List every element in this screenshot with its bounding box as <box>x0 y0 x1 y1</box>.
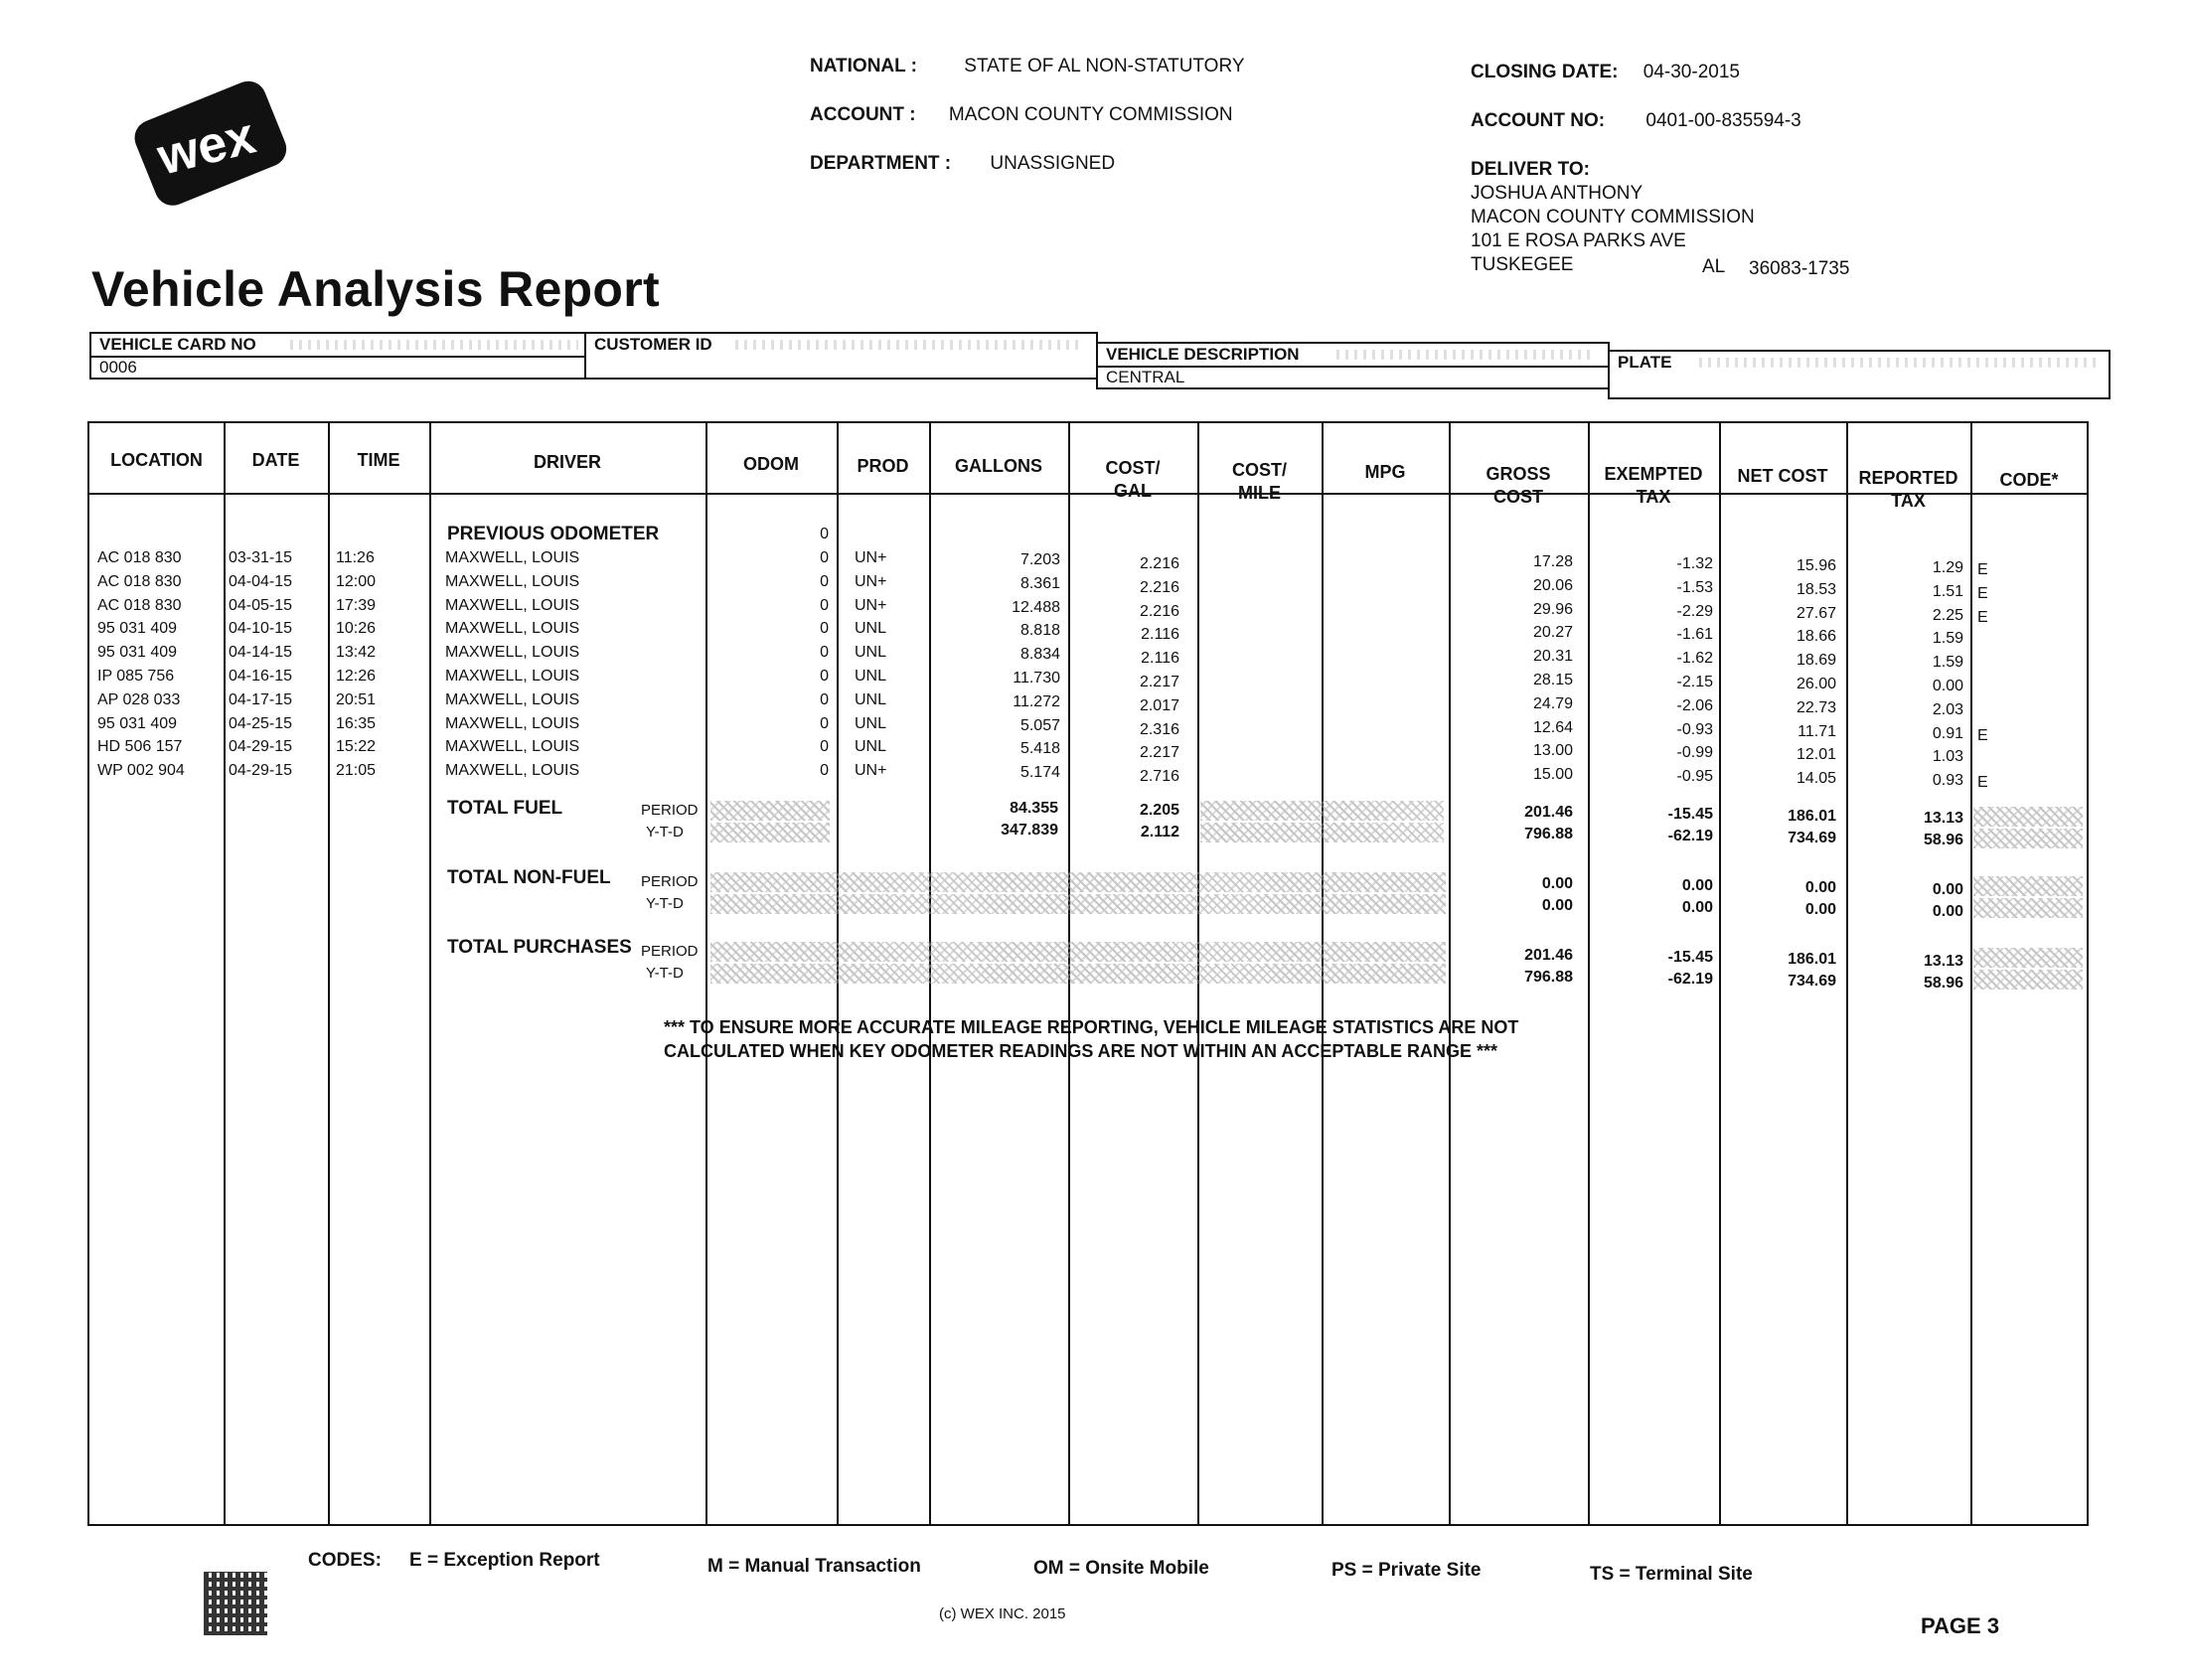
wex-logo <box>127 79 291 209</box>
tx-gross: 12.64 <box>1532 718 1573 736</box>
tx-exempt: -2.15 <box>1676 674 1713 690</box>
tx-exempt: -1.53 <box>1676 578 1713 596</box>
total-fuel-period-gross: 201.46 <box>1524 804 1573 821</box>
tx-exempt: -1.62 <box>1676 650 1713 668</box>
customer-id-cell <box>584 332 1098 380</box>
vehicle-description-value: CENTRAL <box>1098 366 1608 387</box>
previous-odometer-label: PREVIOUS ODOMETER <box>447 524 660 544</box>
total-purchases-period-gross: 201.46 <box>1524 947 1573 964</box>
tx-odom: 0 <box>820 668 829 685</box>
code-ps: PS = Private Site <box>1331 1560 1482 1581</box>
closing-date-value: 04-30-2015 <box>1642 62 1740 82</box>
tx-cost-gal: 2.116 <box>1141 650 1179 668</box>
tx-driver: MAXWELL, LOUIS <box>445 620 580 638</box>
tx-code <box>1977 629 2017 653</box>
tx-time: 12:26 <box>336 668 377 685</box>
tx-net: 22.73 <box>1796 698 1836 716</box>
vehicle-card-cell <box>89 332 586 380</box>
tx-code <box>1977 700 2017 724</box>
total-nonfuel-ytd-exempt: 0.00 <box>1681 899 1713 916</box>
vehicle-card-value: 0006 <box>91 356 584 378</box>
tx-net: 12.01 <box>1796 746 1836 764</box>
col-odom: ODOM <box>743 454 799 474</box>
total-fuel-period-gallons: 84.355 <box>1010 800 1058 817</box>
tx-odom: 0 <box>820 549 829 566</box>
total-fuel-ytd-net: 734.69 <box>1788 830 1836 846</box>
tx-reported: 0.93 <box>1932 772 1963 790</box>
tx-cost-gal: 2.216 <box>1139 578 1179 596</box>
col-code: CODE* <box>1999 470 2059 490</box>
total-nonfuel-ytd-gross: 0.00 <box>1541 897 1573 914</box>
tx-location: WP 002 904 <box>97 762 185 780</box>
previous-odometer-value: 0 <box>820 526 829 542</box>
tx-cost-gal: 2.316 <box>1139 720 1179 738</box>
total-nonfuel-label: TOTAL NON-FUEL <box>447 867 611 888</box>
col-gross-line1: GROSS <box>1485 464 1551 484</box>
tx-driver: MAXWELL, LOUIS <box>445 762 580 780</box>
tx-prod: UNL <box>855 644 887 662</box>
total-purchases-ytd-reported: 58.96 <box>1923 975 1963 992</box>
tx-net: 18.69 <box>1796 652 1836 670</box>
total-purchases-period-reported: 13.13 <box>1923 953 1963 970</box>
tx-date: 03-31-15 <box>229 549 293 566</box>
code-m: M = Manual Transaction <box>707 1556 921 1577</box>
col-gallons: GALLONS <box>955 456 1042 476</box>
tx-prod: UNL <box>855 690 887 708</box>
tx-time: 12:00 <box>336 572 377 590</box>
tx-date: 04-29-15 <box>229 738 293 756</box>
total-fuel-label: TOTAL FUEL <box>447 798 563 819</box>
tx-cost-gal: 2.217 <box>1139 744 1179 762</box>
transactions-table <box>87 421 2089 1526</box>
total-purchases-ytd-label: Y-T-D <box>646 965 684 982</box>
codes-label: CODES: <box>308 1550 382 1571</box>
tx-location: IP 085 756 <box>97 668 175 685</box>
total-purchases-period-exempt: -15.45 <box>1667 949 1713 966</box>
total-fuel-period-label: PERIOD <box>641 802 699 819</box>
tx-driver: MAXWELL, LOUIS <box>445 714 580 732</box>
tx-driver: MAXWELL, LOUIS <box>445 549 580 566</box>
col-mpg: MPG <box>1364 462 1406 482</box>
tx-code: E <box>1977 608 1988 626</box>
tx-reported: 1.51 <box>1932 582 1963 600</box>
col-cost-gal <box>1068 457 1197 503</box>
tx-exempt: -2.29 <box>1676 602 1713 620</box>
col-cost-mile <box>1197 459 1322 505</box>
tx-reported: 0.91 <box>1932 724 1963 742</box>
tx-reported: 1.29 <box>1932 559 1963 576</box>
tx-net: 26.00 <box>1796 676 1836 692</box>
tx-location: HD 506 157 <box>97 738 183 756</box>
tx-driver: MAXWELL, LOUIS <box>445 572 580 590</box>
account-no-field <box>1471 110 1801 132</box>
tx-date: 04-29-15 <box>229 762 293 780</box>
vehicle-info-strip <box>89 328 2107 399</box>
plate-label: PLATE <box>1618 353 1672 372</box>
tx-gallons: 8.834 <box>1019 646 1060 664</box>
national-label: NATIONAL : <box>810 56 918 76</box>
total-nonfuel-period-reported: 0.00 <box>1932 881 1963 898</box>
tx-date: 04-04-15 <box>229 572 293 590</box>
tx-location: 95 031 409 <box>97 620 178 638</box>
tx-code <box>1977 677 2017 700</box>
tx-location: 95 031 409 <box>97 644 178 662</box>
tx-reported: 2.03 <box>1932 700 1963 718</box>
tx-time: 21:05 <box>336 762 377 780</box>
tx-prod: UN+ <box>855 762 887 780</box>
tx-code <box>1977 747 2017 771</box>
total-nonfuel-period-gross: 0.00 <box>1541 875 1573 892</box>
department-field <box>810 153 1115 175</box>
tx-prod: UNL <box>855 714 887 732</box>
total-purchases-period-label: PERIOD <box>641 943 699 960</box>
col-exempt-line2: TAX <box>1636 487 1671 507</box>
col-date: DATE <box>251 450 300 470</box>
tx-driver: MAXWELL, LOUIS <box>445 738 580 756</box>
total-nonfuel-period-net: 0.00 <box>1804 879 1836 896</box>
mileage-notice <box>664 1015 1518 1063</box>
col-reported-tax <box>1846 467 1970 513</box>
tx-location: 95 031 409 <box>97 714 178 732</box>
tx-odom: 0 <box>820 714 829 732</box>
code-ts: TS = Terminal Site <box>1590 1564 1753 1585</box>
total-nonfuel-period-label: PERIOD <box>641 873 699 890</box>
tx-gross: 15.00 <box>1532 766 1573 784</box>
tx-time: 13:42 <box>336 644 377 662</box>
tx-gross: 28.15 <box>1532 672 1573 688</box>
col-cost-mile-line2: MILE <box>1238 483 1281 503</box>
customer-id-label: CUSTOMER ID <box>594 335 712 354</box>
tx-cost-gal: 2.216 <box>1139 555 1179 572</box>
col-net-cost: NET COST <box>1737 466 1828 486</box>
tx-reported: 2.25 <box>1932 606 1963 624</box>
tx-time: 10:26 <box>336 620 377 638</box>
tx-driver: MAXWELL, LOUIS <box>445 596 580 614</box>
deliver-street: 101 E ROSA PARKS AVE <box>1471 230 1686 251</box>
tx-gross: 20.06 <box>1532 576 1573 594</box>
national-field <box>810 56 1245 77</box>
tx-gallons: 12.488 <box>1012 598 1060 616</box>
tx-time: 16:35 <box>336 714 377 732</box>
tx-odom: 0 <box>820 762 829 780</box>
total-fuel-ytd-cost-gal: 2.112 <box>1140 824 1179 840</box>
deliver-zip: 36083-1735 <box>1749 258 1850 279</box>
tx-exempt: -2.06 <box>1676 696 1713 714</box>
tx-code <box>1977 653 2017 677</box>
col-cost-mile-line1: COST/ <box>1231 460 1287 480</box>
account-no-value: 0401-00-835594-3 <box>1645 110 1801 131</box>
tx-odom: 0 <box>820 596 829 614</box>
total-purchases-period-net: 186.01 <box>1788 951 1836 968</box>
total-nonfuel-period-exempt: 0.00 <box>1681 877 1713 894</box>
tx-gross: 13.00 <box>1532 742 1573 760</box>
tx-date: 04-17-15 <box>229 690 293 708</box>
tx-code: E <box>1977 584 1988 602</box>
deliver-to-label: DELIVER TO: <box>1471 159 1590 180</box>
tx-prod: UN+ <box>855 549 887 566</box>
report-title: Vehicle Analysis Report <box>91 261 660 317</box>
tx-driver: MAXWELL, LOUIS <box>445 644 580 662</box>
tx-gross: 20.27 <box>1532 624 1573 642</box>
tx-cost-gal: 2.017 <box>1139 696 1179 714</box>
total-nonfuel-ytd-reported: 0.00 <box>1932 903 1963 920</box>
tx-exempt: -0.99 <box>1676 744 1713 762</box>
code-om: OM = Onsite Mobile <box>1033 1558 1209 1579</box>
total-fuel-ytd-reported: 58.96 <box>1923 832 1963 848</box>
account-value: MACON COUNTY COMMISSION <box>948 104 1233 125</box>
account-field <box>810 104 1233 126</box>
total-fuel-ytd-gallons: 347.839 <box>1001 822 1058 839</box>
national-value: STATE OF AL NON-STATUTORY <box>964 56 1245 76</box>
tx-time: 20:51 <box>336 690 377 708</box>
tx-odom: 0 <box>820 620 829 638</box>
tx-gallons: 7.203 <box>1019 551 1060 568</box>
tx-prod: UNL <box>855 620 887 638</box>
col-exempted-tax <box>1588 463 1719 509</box>
col-driver: DRIVER <box>533 452 601 472</box>
tx-location: AC 018 830 <box>97 549 182 566</box>
col-gross-line2: COST <box>1492 487 1543 507</box>
tx-cost-gal: 2.217 <box>1139 674 1179 690</box>
total-purchases-ytd-exempt: -62.19 <box>1667 971 1713 988</box>
tx-odom: 0 <box>820 738 829 756</box>
tx-prod: UN+ <box>855 572 887 590</box>
vehicle-card-label: VEHICLE CARD NO <box>99 335 256 354</box>
tx-net: 11.71 <box>1798 722 1836 740</box>
tx-code: E <box>1977 726 1988 744</box>
tx-gross: 24.79 <box>1532 694 1573 712</box>
tx-gross: 20.31 <box>1532 648 1573 666</box>
tx-gallons: 8.361 <box>1019 574 1060 592</box>
tx-driver: MAXWELL, LOUIS <box>445 668 580 685</box>
deliver-name: JOSHUA ANTHONY <box>1471 183 1643 204</box>
tx-cost-gal: 2.216 <box>1139 602 1179 620</box>
total-fuel-ytd-gross: 796.88 <box>1524 826 1573 842</box>
tx-gross: 17.28 <box>1532 553 1573 570</box>
vehicle-description-cell <box>1096 342 1610 389</box>
tx-gallons: 5.057 <box>1019 716 1060 734</box>
tx-reported: 1.59 <box>1932 654 1963 672</box>
tx-exempt: -0.95 <box>1676 768 1713 786</box>
tx-location: AC 018 830 <box>97 596 182 614</box>
tx-gallons: 11.272 <box>1013 692 1060 710</box>
department-value: UNASSIGNED <box>990 153 1116 174</box>
tx-exempt: -1.61 <box>1676 626 1713 644</box>
copyright: (c) WEX INC. 2015 <box>939 1605 1066 1622</box>
tx-gallons: 5.174 <box>1019 764 1060 782</box>
total-fuel-period-cost-gal: 2.205 <box>1139 802 1179 819</box>
deliver-city: TUSKEGEE <box>1471 254 1574 275</box>
tx-time: 11:26 <box>336 549 375 566</box>
total-purchases-ytd-net: 734.69 <box>1788 973 1836 990</box>
col-reported-line2: TAX <box>1891 491 1926 511</box>
total-nonfuel-ytd-net: 0.00 <box>1804 901 1836 918</box>
tx-odom: 0 <box>820 644 829 662</box>
tx-odom: 0 <box>820 572 829 590</box>
tx-time: 15:22 <box>336 738 377 756</box>
tx-odom: 0 <box>820 690 829 708</box>
tx-gallons: 11.730 <box>1013 670 1060 687</box>
department-label: DEPARTMENT : <box>810 153 952 174</box>
tx-prod: UNL <box>855 738 887 756</box>
vehicle-description-label: VEHICLE DESCRIPTION <box>1106 345 1300 364</box>
tx-exempt: -1.32 <box>1676 555 1713 572</box>
tx-exempt: -0.93 <box>1676 720 1713 738</box>
tx-net: 15.96 <box>1796 557 1836 574</box>
col-exempt-line1: EXEMPTED <box>1604 464 1703 484</box>
tx-driver: MAXWELL, LOUIS <box>445 690 580 708</box>
total-fuel-period-reported: 13.13 <box>1923 810 1963 827</box>
tx-reported: 0.00 <box>1932 678 1963 694</box>
page-number: PAGE 3 <box>1921 1613 2000 1638</box>
tx-prod: UNL <box>855 668 887 685</box>
deliver-state: AL <box>1702 256 1726 277</box>
col-cost-gal-line1: COST/ <box>1105 458 1161 478</box>
tx-date: 04-16-15 <box>229 668 293 685</box>
total-fuel-ytd-exempt: -62.19 <box>1667 828 1713 844</box>
tx-code: E <box>1977 561 1988 578</box>
tx-cost-gal: 2.716 <box>1139 768 1179 786</box>
account-no-label: ACCOUNT NO: <box>1471 110 1606 131</box>
total-fuel-period-exempt: -15.45 <box>1667 806 1713 823</box>
col-cost-gal-line2: GAL <box>1114 481 1152 501</box>
tx-date: 04-10-15 <box>229 620 293 638</box>
tx-prod: UN+ <box>855 596 887 614</box>
tx-gallons: 8.818 <box>1019 622 1060 640</box>
plate-cell <box>1608 350 2111 399</box>
total-nonfuel-ytd-label: Y-T-D <box>646 895 684 912</box>
tx-reported: 1.59 <box>1932 630 1963 648</box>
total-fuel-period-net: 186.01 <box>1788 808 1836 825</box>
total-fuel-ytd-label: Y-T-D <box>646 824 684 840</box>
tx-code: E <box>1977 774 1988 792</box>
col-location: LOCATION <box>110 450 203 470</box>
tx-reported: 1.03 <box>1932 748 1963 766</box>
tx-net: 14.05 <box>1796 770 1836 788</box>
col-gross-cost <box>1449 463 1588 509</box>
tx-net: 18.53 <box>1796 580 1836 598</box>
total-purchases-ytd-gross: 796.88 <box>1524 969 1573 986</box>
tx-location: AP 028 033 <box>97 690 181 708</box>
tx-net: 18.66 <box>1796 628 1836 646</box>
col-prod: PROD <box>857 456 909 476</box>
col-time: TIME <box>357 450 400 470</box>
tx-gross: 29.96 <box>1532 600 1573 618</box>
tx-location: AC 018 830 <box>97 572 182 590</box>
tx-date: 04-14-15 <box>229 644 293 662</box>
closing-date-field <box>1471 62 1740 83</box>
tx-cost-gal: 2.116 <box>1141 626 1179 644</box>
col-reported-line1: REPORTED <box>1858 468 1958 488</box>
closing-date-label: CLOSING DATE: <box>1471 62 1619 82</box>
barcode-image <box>204 1572 267 1635</box>
code-e: E = Exception Report <box>409 1550 600 1571</box>
tx-net: 27.67 <box>1796 604 1836 622</box>
mileage-notice-line2: CALCULATED WHEN KEY ODOMETER READINGS ARE NOT WITHIN AN ACCEPTABLE RANGE *** <box>664 1041 1498 1061</box>
logo-wordmark: wex <box>152 106 261 187</box>
account-label: ACCOUNT : <box>810 104 916 125</box>
tx-gallons: 5.418 <box>1019 740 1060 758</box>
tx-date: 04-05-15 <box>229 596 293 614</box>
tx-time: 17:39 <box>336 596 377 614</box>
tx-date: 04-25-15 <box>229 714 293 732</box>
total-purchases-label: TOTAL PURCHASES <box>447 937 632 958</box>
deliver-org: MACON COUNTY COMMISSION <box>1471 207 1755 228</box>
mileage-notice-line1: *** TO ENSURE MORE ACCURATE MILEAGE REPORTING, VEHICLE MILEAGE STATISTICS ARE NOT <box>664 1017 1519 1037</box>
